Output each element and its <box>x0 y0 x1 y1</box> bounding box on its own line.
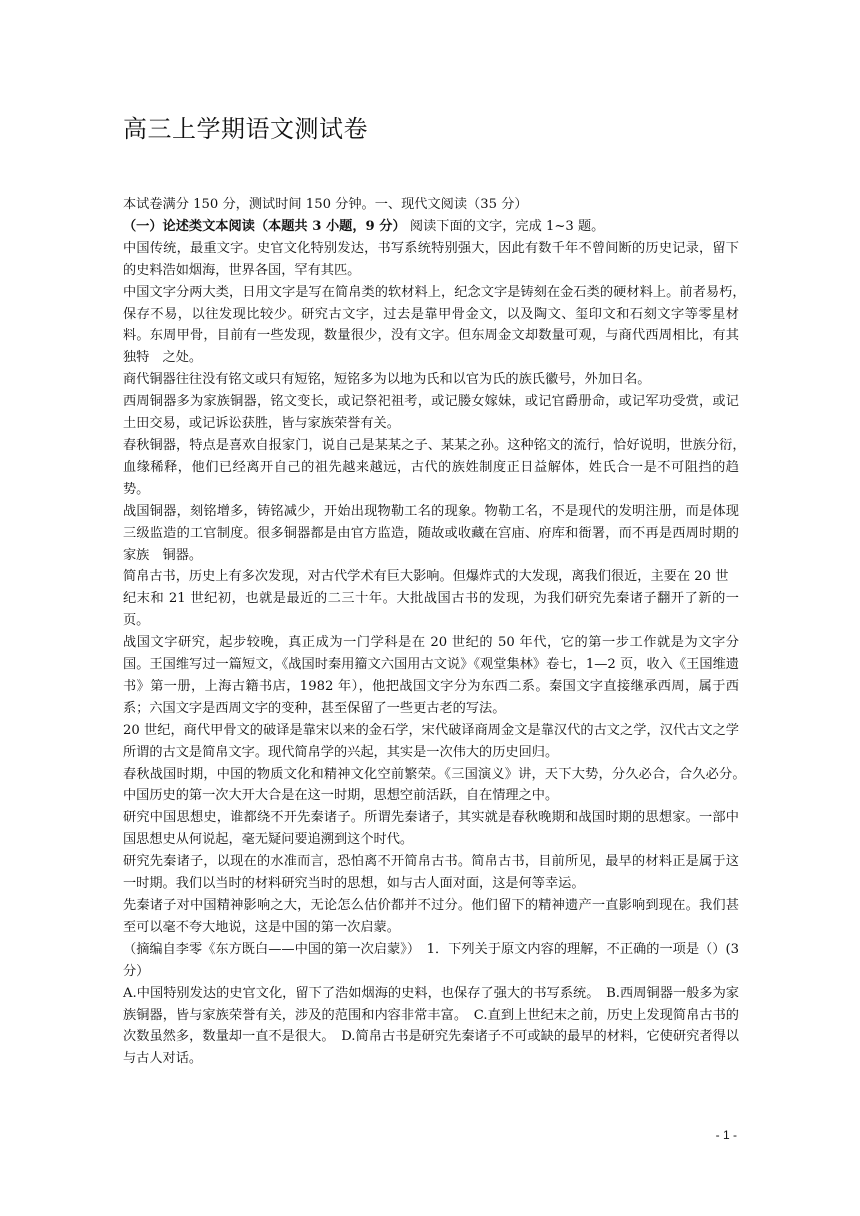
passage-paragraph: 研究先秦诸子，以现在的水准而言，恐怕离不开简帛古书。简帛古书，目前所见，最早的材料正是属于这 一时期。我们以当时的材料研究当时的思想，如与古人面对面，这是何等幸运。 <box>123 854 753 892</box>
passage-paragraph: 先秦诸子对中国精神影响之大，无论怎么估价都并不过分。他们留下的精神遗产一直影响到现在。我们甚 至可以毫不夸大地说，这是中国的第一次启蒙。 <box>123 898 753 935</box>
document-title: 高三上学期语文测试卷 <box>123 115 368 143</box>
passage-paragraph: 中国传统，最重文字。史官文化特别发达，书写系统特别强大，因此有数千年不曾间断的历史记录，留下 的史料浩如烟海，世界各国，罕有其匹。 <box>123 240 757 278</box>
question-stem: （摘编自李零《东方既白——中国的第一次启蒙》） 1．下列关于原文内容的理解，不正确的一项是（）(3分） <box>123 941 739 979</box>
section-heading: （一）论述类文本阅读（本题共 3 小题，9 分） <box>123 218 406 234</box>
passage-paragraph: 商代铜器往往没有铭文或只有短铭，短铭多为以地为氏和以官为氏的族氏徽号，外加日名。 <box>123 372 651 388</box>
passage-paragraph: 研究中国思想史，谁都绕不开先秦诸子。所谓先秦诸子，其实就是春秋晚期和战国时期的思想家。一部中国思想史从何说起，毫无疑问要追溯到这个时代。 <box>123 810 739 848</box>
section-instruction: 阅读下面的文字，完成 1~3 题。 <box>405 218 605 234</box>
passage-paragraph: 西周铜器多为家族铜器，铭文变长，或记祭祀祖考，或记媵女嫁妹，或记官爵册命，或记军功受赏，或记 土田交易，或记诉讼获胜，皆与家族荣誉有关。 <box>123 394 753 432</box>
passage-paragraph: 春秋战国时期，中国的物质文化和精神文化空前繁荣。《三国演义》讲，天下大势，分久必合，合久必分。 中国历史的第一次大开大合是在这一时期，思想空前活跃，自在情理之中。 <box>123 766 753 804</box>
exam-intro: 本试卷满分 150 分，测试时间 150 分钟。一、现代文阅读（35 分） <box>123 197 528 212</box>
page-number: - 1 - <box>715 1128 737 1142</box>
question-options: A.中国特别发达的史官文化，留下了浩如烟海的史料，也保存了强大的书写系统。 B.西周铜器一般多为家族铜器，皆与家族荣誉有关，涉及的范围和内容非常丰富。 C.直到上世纪末之前，历史上发现简帛古书的次数虽然多，数量却一直不是很大。 D.简帛古书是研究先秦诸子不可或缺的最早的材料，它使研究者得以与古人对话。 <box>123 985 739 1067</box>
document-body <box>123 194 757 1070</box>
passage-paragraph: 纪末和 21 世纪初，也就是最近的二三十年。大批战国古书的发现，为我们研究先秦诸子翻开了新的一页。 <box>123 591 739 629</box>
passage-paragraph: 20 世纪，商代甲骨文的破译是靠宋以来的金石学，宋代破译商周金文是靠汉代的古文之学，汉代古文之学所谓的古文是简帛文字。现代简帛学的兴起，其实是一次伟大的历史回归。 <box>123 722 739 760</box>
passage-paragraph: 春秋铜器，特点是喜欢自报家门，说自己是某某之子、某某之孙。这种铭文的流行，恰好说明，世族分衍， 血缘稀释，他们已经离开自己的祖先越来越远，古代的族姓制度正日益解体，姓氏合一是不可阻挡的趋势。 <box>123 437 753 497</box>
passage-paragraph: 战国铜器，刻铭增多，铸铭减少，开始出现物勒工名的现象。物勒工名，不是现代的发明注册，而是体现 三级监造的工官制度。很多铜器都是由官方监造，随故或收藏在宫庙、府库和衙署，而不再是西周时期的家族 铜器。 <box>123 503 753 563</box>
passage-paragraph: 中国文字分两大类，日用文字是写在简帛类的软材料上，纪念文字是铸刻在金石类的硬材料上。前者易朽， 保存不易，以往发现比较少。研究古文字，过去是靠甲骨金文，以及陶文、玺印文和石刻文字等零星材料。东周甲骨，目前有一些发现，数量很少，没有文字。但东周金文却数量可观，与商代西周相比，有其独特 之处。 <box>123 284 753 366</box>
passage-paragraph: 简帛古书，历史上有多次发现，对古代学术有巨大影响。但爆炸式的大发现，离我们很近，主要在 20 世 <box>123 569 729 585</box>
section-header <box>123 216 739 238</box>
passage-paragraph: 战国文字研究，起步较晚，真正成为一门学科是在 20 世纪的 50 年代，它的第一步工作就是为文字分国。王国维写过一篇短文，《战国时秦用籀文六国用古文说》《观堂集林》卷七，1—2 页，收入《王国维遗书》第一册，上海古籍书店，1982 年），他把战国文字分为东西二系。秦国文字直接继承西周，属于西系；六国文字是西周文字的变种，甚至保留了一些更古老的写法。 <box>123 635 739 716</box>
